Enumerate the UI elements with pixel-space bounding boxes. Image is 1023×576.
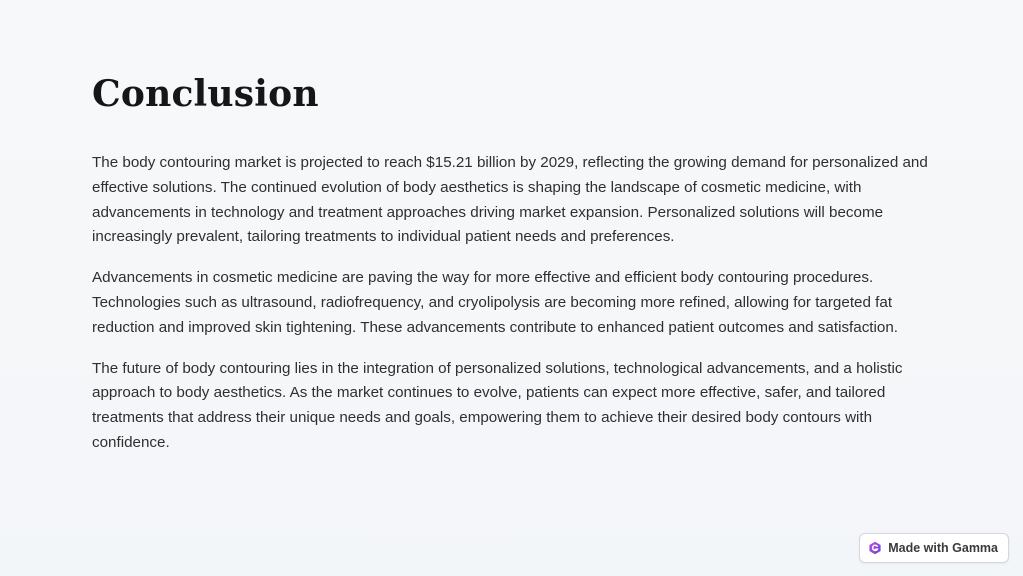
- badge-label: Made with Gamma: [888, 541, 998, 555]
- gamma-logo-icon: [868, 541, 882, 555]
- paragraph-advancements: Advancements in cosmetic medicine are paving the way for more effective and efficient body contouring procedures. Technologies such as ultrasound, radiofrequency, and cryolipolysis are becoming more refined, allowing for targeted fat reduction and improved skin tightening. These advancements contribute to enhanced patient outcomes and satisfaction.: [92, 269, 899, 336]
- slide-title: Conclusion: [92, 73, 319, 115]
- paragraph-future: The future of body contouring lies in the integration of personalized solutions, technological advancements, and a holistic approach to body aesthetics. As the market continues to evolve, patients can expect more effective, safer, and tailored treatments that address their unique needs and goals, empowering them to achieve their desired body contours with confidence.: [92, 359, 903, 451]
- made-with-gamma-badge[interactable]: [859, 533, 1009, 563]
- slide-body: [92, 151, 942, 472]
- paragraph-market-outlook: The body contouring market is projected to reach $15.21 billion by 2029, reflecting the growing demand for personalized and effective solutions. The continued evolution of body aesthetics is shaping the landscape of cosmetic medicine, with advancements in technology and treatment approaches driving market expansion. Personalized solutions will become increasingly prevalent, tailoring treatments to individual patient needs and preferences.: [92, 154, 928, 246]
